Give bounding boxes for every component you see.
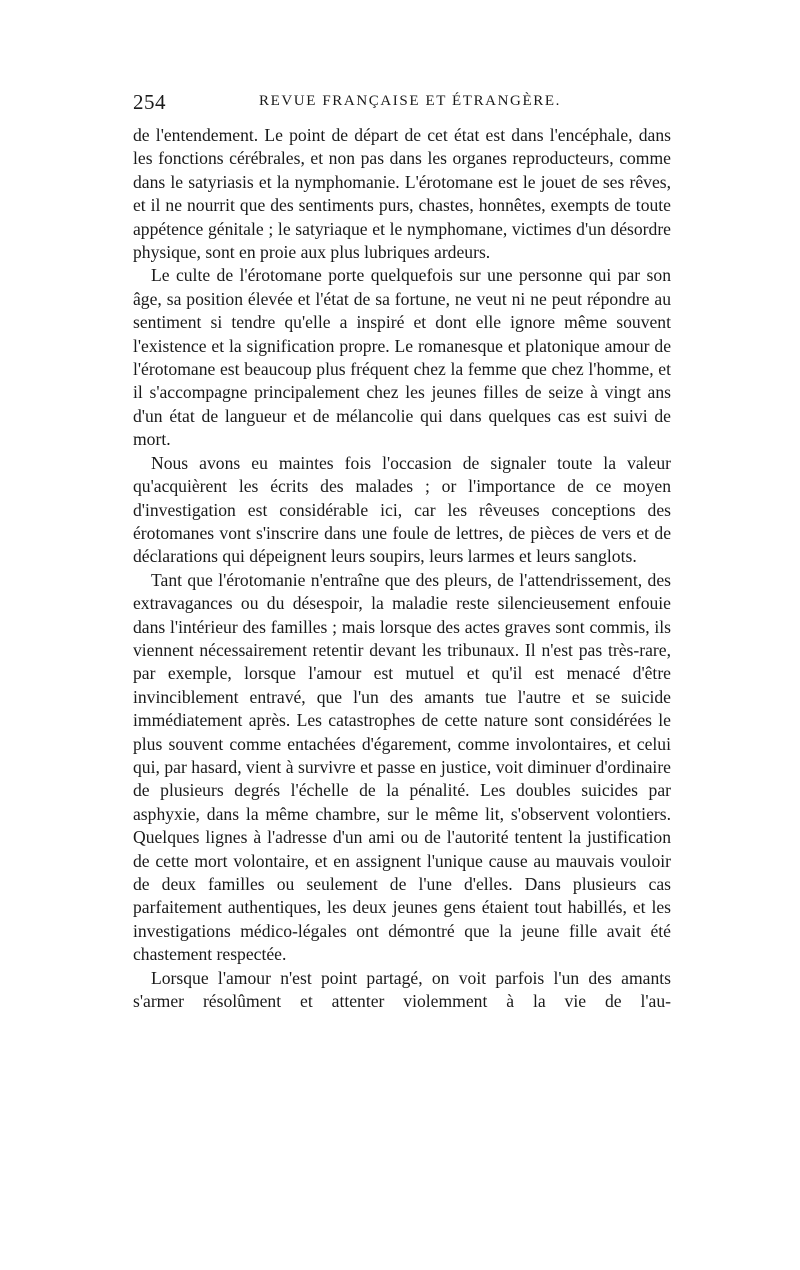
body-text bbox=[133, 124, 671, 1013]
paragraph-ecrits-malades: Nous avons eu maintes fois l'occasion de signaler toute la valeur qu'acquièrent les écrits des malades ; or l'importance de ce moyen d'investigation est considérable ici, car les rêveuses conceptions des érotomanes vont s'inscrire dans une foule de lettres, de pièces de vers et de déclarations qui dépeignent leurs soupirs, leurs larmes et leurs sanglots. bbox=[133, 452, 671, 567]
running-head bbox=[133, 90, 671, 118]
paragraph-continuation: de l'entendement. Le point de départ de cet état est dans l'encéphale, dans les fonctions cérébrales, et non pas dans les organes reproducteurs, comme dans le satyriasis et la nymphomanie. L'érotomane est le jouet de ses rêves, et il ne nourrit que des sentiments purs, chastes, honnêtes, exempts de toute appétence génitale ; le satyriaque et le nymphomane, victimes d'un désordre physique, sont en proie aux plus lubriques ardeurs. bbox=[133, 125, 671, 263]
paragraph-amour-non-partage: Lorsque l'amour n'est point partagé, on voit parfois l'un des amants s'armer résolûment et attenter violemment à la vie de l'au- bbox=[133, 967, 671, 1012]
journal-title: REVUE FRANÇAISE ET ÉTRANGÈRE. bbox=[259, 93, 561, 109]
paragraph-erotomane-culte: Le culte de l'érotomane porte quelquefois sur une personne qui par son âge, sa position élevée et l'état de sa fortune, ne veut ni ne peut répondre au sentiment si tendre qu'elle a inspiré et dont elle ignore même souvent l'existence et la signification propre. Le romanesque et platonique amour de l'érotomane est beaucoup plus fréquent chez la femme que chez l'homme, et il s'accompagne principalement chez les jeunes filles de seize à vingt ans d'un état de langueur et de mélancolie qui dans quelques cas est suivi de mort. bbox=[133, 265, 671, 450]
book-page bbox=[133, 90, 671, 1013]
paragraph-tribunaux: Tant que l'érotomanie n'entraîne que des pleurs, de l'attendrissement, des extravagances ou du désespoir, la maladie reste silencieusement enfouie dans l'intérieur des familles ; mais lorsque des actes graves sont commis, ils viennent nécessairement retentir devant les tribunaux. Il n'est pas très-rare, par exemple, lorsque l'amour est mutuel et qu'il est menacé d'être invinciblement entravé, que l'un des amants tue l'autre et se suicide immédiatement après. Les catastrophes de cette nature sont considérées le plus souvent comme entachées d'égarement, comme involontaires, et celui qui, par hasard, vient à survivre et passe en justice, voit diminuer d'ordinaire de plusieurs degrés l'échelle de la pénalité. Les doubles suicides par asphyxie, dans la même chambre, sur le même lit, s'observent volontiers. Quelques lignes à l'adresse d'un ami ou de l'autorité tentent la justification de cette mort volontaire, et en assignent l'unique cause au mauvais vouloir de deux familles ou seulement de l'une d'elles. Dans plusieurs cas parfaitement authentiques, les deux jeunes gens étaient tout habillés, et les investigations médico-légales ont démontré que la jeune fille avait été chastement respectée. bbox=[133, 569, 671, 965]
page-number: 254 bbox=[133, 90, 166, 114]
